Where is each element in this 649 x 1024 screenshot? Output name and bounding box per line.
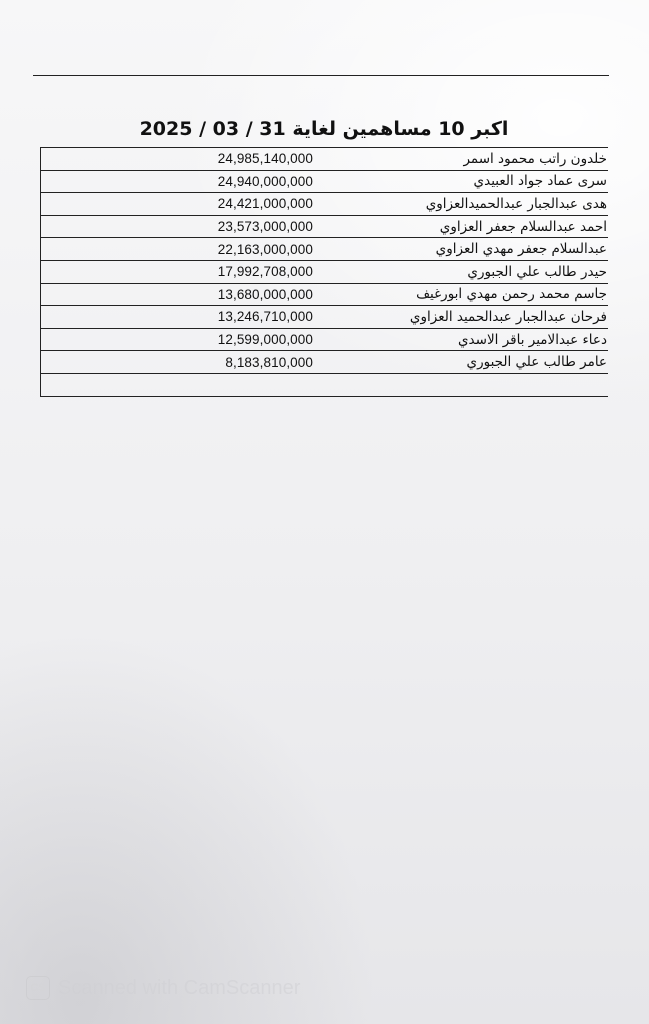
- amount-cell: 24,421,000,000: [41, 193, 315, 216]
- amount-cell: 13,246,710,000: [41, 306, 315, 329]
- table-row: [41, 351, 609, 374]
- amount-cell: 8,183,810,000: [41, 351, 315, 374]
- amount-cell: [41, 373, 315, 396]
- table-row: [41, 373, 609, 396]
- amount-cell: 22,163,000,000: [41, 238, 315, 261]
- name-cell: هدى عبدالجبار عبدالحميدالعزاوي: [314, 193, 608, 216]
- name-cell: حيدر طالب علي الجبوري: [314, 260, 608, 283]
- name-cell: احمد عبدالسلام جعفر العزاوي: [314, 215, 608, 238]
- name-cell: خلدون راتب محمود اسمر: [314, 148, 608, 171]
- watermark-text: Scanned with CamScanner: [58, 976, 301, 999]
- name-cell: فرحان عبدالجبار عبدالحميد العزاوي: [314, 306, 608, 329]
- table-row: [41, 148, 609, 171]
- table-row: [41, 283, 609, 306]
- table-row: [41, 170, 609, 193]
- document-title: اكبر 10 مساهمين لغاية 31 / 03 / 2025: [139, 118, 509, 140]
- name-cell: جاسم محمد رحمن مهدي ابورغيف: [314, 283, 608, 306]
- table-row: [41, 328, 609, 351]
- amount-cell: 24,940,000,000: [41, 170, 315, 193]
- table-row: [41, 238, 609, 261]
- amount-cell: 23,573,000,000: [41, 215, 315, 238]
- table-row: [41, 306, 609, 329]
- table-row: [41, 193, 609, 216]
- name-cell: سرى عماد جواد العبيدي: [314, 170, 608, 193]
- amount-cell: 12,599,000,000: [41, 328, 315, 351]
- camscanner-logo-icon: CS: [26, 976, 50, 1000]
- amount-cell: 13,680,000,000: [41, 283, 315, 306]
- amount-cell: 17,992,708,000: [41, 260, 315, 283]
- amount-cell: 24,985,140,000: [41, 148, 315, 171]
- camscanner-watermark: [26, 975, 300, 1001]
- table-row: [41, 215, 609, 238]
- table-row: [41, 260, 609, 283]
- shareholders-table: [40, 147, 608, 397]
- name-cell: [314, 373, 608, 396]
- name-cell: دعاء عبدالامير باقر الاسدي: [314, 328, 608, 351]
- name-cell: عامر طالب علي الجبوري: [314, 351, 608, 374]
- top-divider: [33, 75, 609, 76]
- name-cell: عبدالسلام جعفر مهدي العزاوي: [314, 238, 608, 261]
